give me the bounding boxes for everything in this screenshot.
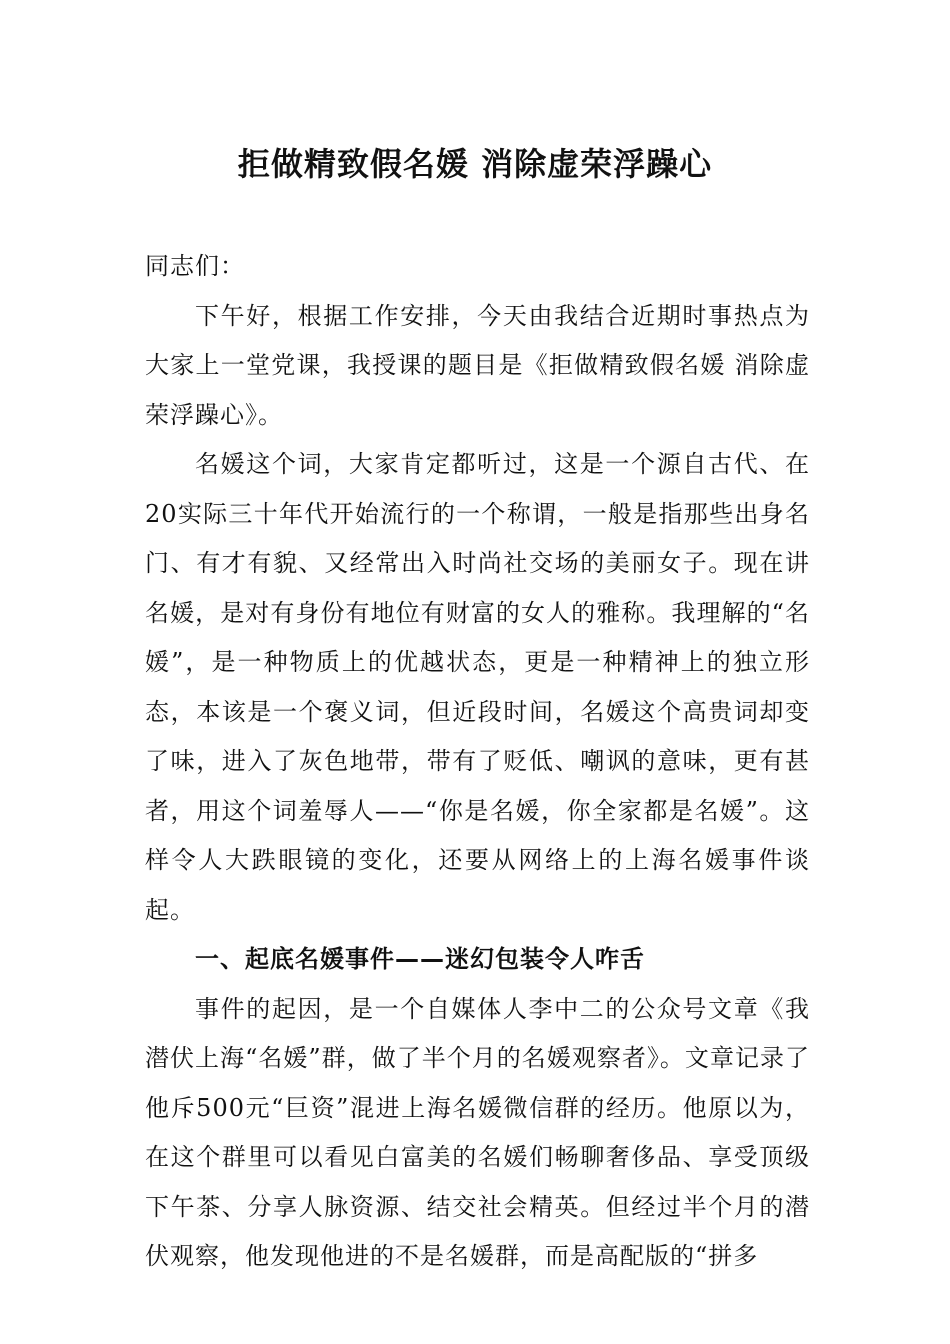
salutation: 同志们： [145,252,245,280]
document-title: 拒做精致假名媛 消除虚荣浮躁心 [237,145,713,183]
paragraph-section-1: 事件的起因，是一个自媒体人李中二的公众号文章《我潜伏上海“名媛”群，做了半个月的名媛观察者》。文章记录了他斥500元“巨资”混进上海名媛微信群的经历。他原以为，在这个群里可以看见白富美的名媛们畅聊奢侈品、享受顶级下午茶、分享人脉资源、结交社会精英。但经过半个月的潜伏观察，他发现他进的不是名媛群，而是高配版的“拼多 [145,994,810,1270]
section-heading: 一、起底名媛事件——迷幻包装令人咋舌 [195,945,645,973]
paragraph-intro: 名媛这个词，大家肯定都听过，这是一个源自古代、在20实际三十年代开始流行的一个称谓，一般是指那些出身名门、有才有貌、又经常出入时尚社交场的美丽女子。现在讲名媛，是对有身份有地位有财富的女人的雅称。我理解的“名媛”，是一种物质上的优越状态，更是一种精神上的独立形态，本该是一个褒义词，但近段时间，名媛这个高贵词却变了味，进入了灰色地带，带有了贬低、嘲讽的意味，更有甚者，用这个词羞辱人——“你是名媛，你全家都是名媛”。这样令人大跌眼镜的变化，还要从网络上的上海名媛事件谈起。 [145,450,810,924]
paragraph-greeting: 下午好，根据工作安排，今天由我结合近期时事热点为大家上一堂党课，我授课的题目是《拒做精致假名媛 消除虚荣浮躁心》。 [145,301,810,429]
document-body [145,242,810,1282]
